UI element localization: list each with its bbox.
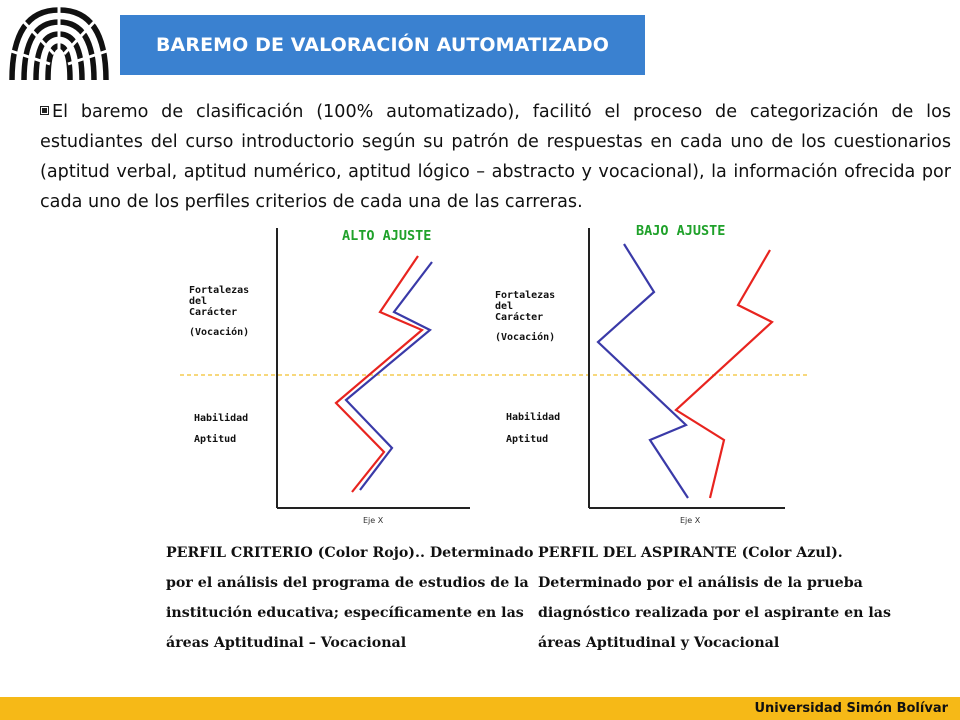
right-label-fortalezas: Fortalezas <box>495 290 556 301</box>
footer-university-name: Universidad Simón Bolívar <box>754 701 948 716</box>
right-label-aptitud: Aptitud <box>506 434 549 445</box>
chart-bajo-ajuste <box>495 223 785 525</box>
page-title-text: BAREMO DE VALORACIÓN AUTOMATIZADO <box>155 34 610 56</box>
right-chart-title: BAJO AJUSTE <box>636 223 726 239</box>
left-label-del: del <box>189 296 208 307</box>
chart-alto-ajuste <box>189 228 470 525</box>
right-red-profile-line <box>676 250 772 498</box>
left-label-fortalezas: Fortalezas <box>189 285 250 296</box>
criterion-profile-caption: PERFIL CRITERIO (Color Rojo).. Determinado por el análisis del programa de estudios de la institución educativa; específicamente en las áreas Aptitudinal – Vocacional <box>166 545 534 651</box>
right-label-habilidad: Habilidad <box>506 412 561 423</box>
left-label-vocacion: (Vocación) <box>189 327 250 338</box>
left-chart-x-label: Eje X <box>363 516 384 525</box>
left-label-caracter: Carácter <box>189 307 238 318</box>
right-label-vocacion: (Vocación) <box>495 332 556 343</box>
left-label-aptitud: Aptitud <box>194 434 237 445</box>
intro-text: El baremo de clasificación (100% automatizado), facilitó el proceso de categorización de los estudiantes del curso introductorio según su patrón de respuestas en cada uno de los cuestionarios (aptitud verbal, aptitud numérico, aptitud lógico – abstracto y vocacional), la información ofrecida por cada uno de los perfiles criterios de cada una de las carreras. <box>40 102 951 212</box>
right-blue-profile-line <box>598 244 688 498</box>
right-label-del: del <box>495 301 514 312</box>
footer-bar <box>0 697 960 720</box>
applicant-profile-caption: PERFIL DEL ASPIRANTE (Color Azul). Determinado por el análisis de la prueba diagnóstico realizada por el aspirante en las áreas Aptitudinal y Vocacional <box>538 545 891 651</box>
right-chart-x-label: Eje X <box>680 516 701 525</box>
left-blue-profile-line <box>346 262 432 490</box>
left-chart-title: ALTO AJUSTE <box>342 228 432 244</box>
left-label-habilidad: Habilidad <box>194 413 249 424</box>
right-label-caracter: Carácter <box>495 312 544 323</box>
